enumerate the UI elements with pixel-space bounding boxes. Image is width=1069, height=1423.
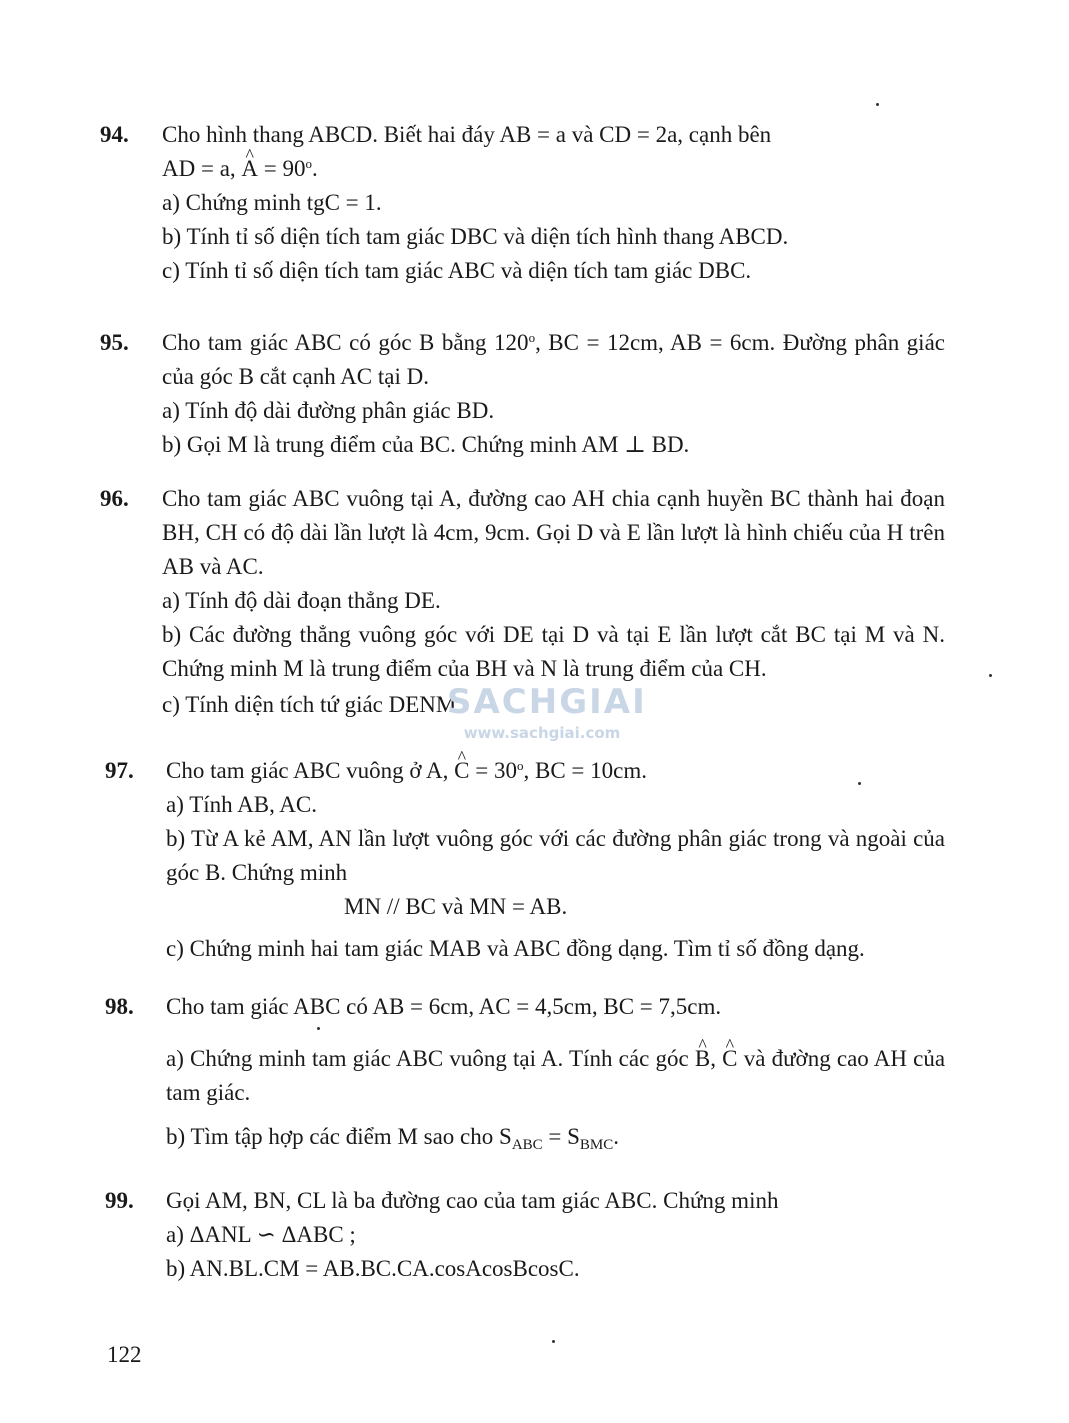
sub-question bbox=[166, 1120, 945, 1154]
problem-96 bbox=[100, 482, 945, 722]
degree-symbol: o bbox=[305, 156, 313, 171]
problem-stem: Cho tam giác ABC có AB = 6cm, AC = 4,5cm, BC = 7,5cm. bbox=[166, 994, 722, 1019]
problem-stem bbox=[162, 326, 945, 394]
angle-value: = 30 bbox=[475, 758, 517, 783]
sub-text: và đường cao AH của tam giác. bbox=[166, 1046, 946, 1105]
problem-number: 97. bbox=[105, 758, 134, 783]
angle-a: ^ A bbox=[241, 152, 258, 186]
subscript: BMC bbox=[579, 1137, 614, 1153]
problem-94 bbox=[100, 118, 945, 288]
stem-text: Cho tam giác ABC có góc B bằng 120 bbox=[162, 330, 529, 355]
sub-question: b) Gọi M là trung điểm của BC. Chứng minh AM ⊥ BD. bbox=[162, 432, 690, 457]
comma: , bbox=[710, 1046, 716, 1071]
angle-value: = 90 bbox=[263, 156, 306, 181]
angle-c: ^ C bbox=[454, 754, 469, 788]
sub-question: a) Tính độ dài đoạn thẳng DE. bbox=[162, 588, 441, 613]
scan-speck bbox=[858, 782, 861, 785]
problem-95 bbox=[100, 326, 945, 462]
angle-b: ^ B bbox=[695, 1042, 710, 1076]
watermark-logo: SACHGIAI bbox=[447, 682, 647, 722]
sub-question: b) Các đường thẳng vuông góc với DE tại D và tại E lần lượt cắt BC tại M và N. Chứng minh M là trung điểm của BH và N là trung điểm của CH. bbox=[162, 622, 945, 681]
degree-symbol: o bbox=[517, 758, 524, 773]
watermark-url: www.sachgiai.com bbox=[463, 724, 621, 742]
degree-symbol: o bbox=[528, 330, 536, 345]
scan-speck bbox=[552, 1340, 555, 1343]
centered-statement: MN // BC và MN = AB. bbox=[344, 894, 568, 919]
sub-question: a) Tính AB, AC. bbox=[166, 792, 318, 817]
problem-number: 96. bbox=[100, 486, 129, 511]
angle-c: ^ C bbox=[722, 1042, 737, 1076]
stem-text: Cho tam giác ABC vuông ở A, bbox=[166, 758, 449, 783]
problem-stem-line: Cho hình thang ABCD. Biết hai đáy AB = a và CD = 2a, cạnh bên bbox=[162, 122, 772, 147]
sub-text: = S bbox=[542, 1124, 580, 1149]
problem-number: 95. bbox=[100, 330, 129, 355]
sub-question bbox=[166, 1042, 945, 1110]
sub-question: a) Tính độ dài đường phân giác BD. bbox=[162, 398, 495, 423]
sub-text: b) Tìm tập hợp các điểm M sao cho S bbox=[166, 1124, 512, 1149]
scan-speck bbox=[317, 1027, 320, 1030]
sub-text: . bbox=[613, 1124, 620, 1149]
sub-question: a) ΔANL ∽ ΔABC ; bbox=[166, 1222, 356, 1247]
problem-number: 99. bbox=[105, 1188, 134, 1213]
scan-speck bbox=[989, 674, 992, 677]
problem-99 bbox=[100, 1184, 945, 1286]
problem-97 bbox=[100, 754, 945, 966]
stem-text: , BC = 12cm, AB = 6cm. Đường phân giác của góc B cắt cạnh AC tại D. bbox=[162, 330, 945, 389]
problem-number: 98. bbox=[105, 994, 134, 1019]
problem-number: 94. bbox=[100, 122, 129, 147]
sub-question: c) Tính tỉ số diện tích tam giác ABC và diện tích tam giác DBC. bbox=[162, 258, 752, 283]
problem-stem-line bbox=[162, 152, 945, 186]
sub-question: b) Tính tỉ số diện tích tam giác DBC và diện tích hình thang ABCD. bbox=[162, 224, 789, 249]
sub-question: c) Chứng minh hai tam giác MAB và ABC đồng dạng. Tìm tỉ số đồng dạng. bbox=[166, 936, 865, 961]
problem-stem: Cho tam giác ABC vuông tại A, đường cao AH chia cạnh huyền BC thành hai đoạn BH, CH có độ dài lần lượt là 4cm, 9cm. Gọi D và E lần lượt là hình chiếu của H trên AB và AC. bbox=[162, 486, 945, 579]
sub-text: a) Chứng minh tam giác ABC vuông tại A. Tính các góc bbox=[166, 1046, 689, 1071]
sub-question: a) Chứng minh tgC = 1. bbox=[162, 190, 382, 215]
sub-question: c) Tính diện tích tứ giác DENM. bbox=[162, 692, 463, 717]
problem-stem: Gọi AM, BN, CL là ba đường cao của tam giác ABC. Chứng minh bbox=[166, 1188, 779, 1213]
sub-question: b) Từ A kẻ AM, AN lần lượt vuông góc với các đường phân giác trong và ngoài của góc B. Chứng minh bbox=[166, 826, 945, 885]
stem-dot: . bbox=[312, 156, 318, 181]
scan-speck bbox=[876, 103, 879, 106]
problem-98 bbox=[100, 990, 945, 1154]
page-number: 122 bbox=[107, 1342, 142, 1367]
subscript: ABC bbox=[511, 1137, 543, 1153]
sub-question: b) AN.BL.CM = AB.BC.CA.cosAcosBcosC. bbox=[166, 1256, 580, 1281]
stem-text: , BC = 10cm. bbox=[523, 758, 648, 783]
stem-text: AD = a, bbox=[162, 156, 236, 181]
problem-stem bbox=[166, 754, 945, 788]
